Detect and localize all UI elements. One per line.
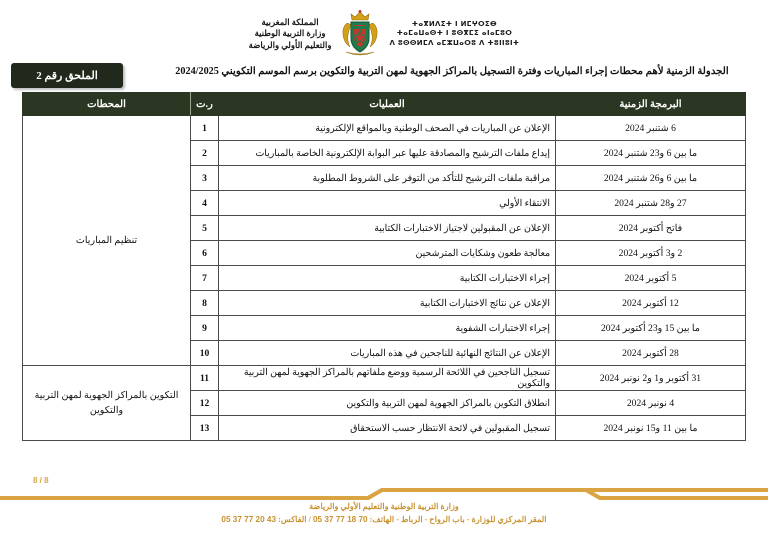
cell-operation: الانتقاء الأولي: [219, 191, 556, 216]
cell-order-number: 4: [191, 191, 219, 216]
letterhead-arabic-line-1: المملكة المغربية: [261, 16, 319, 27]
cell-order-number: 3: [191, 166, 219, 191]
schedule-table-wrapper: [22, 92, 746, 441]
letterhead-arabic-line-2: وزارة التربية الوطنية: [254, 28, 326, 39]
cell-order-number: 9: [191, 316, 219, 341]
cell-schedule-date: 31 أكتوبر و1 و2 نونبر 2024: [556, 366, 746, 391]
letterhead-tifinagh-block: [389, 20, 519, 48]
letterhead: [0, 8, 768, 60]
cell-schedule-date: 2 و3 أكتوبر 2024: [556, 241, 746, 266]
cell-order-number: 8: [191, 291, 219, 316]
column-header-order: ر.ت: [191, 93, 219, 116]
cell-schedule-date: 5 أكتوبر 2024: [556, 266, 746, 291]
cell-operation: الإعلان عن نتائج الاختبارات الكتابية: [219, 291, 556, 316]
page-number: 8 / 8: [33, 476, 49, 485]
table-row: [23, 366, 746, 391]
cell-order-number: 13: [191, 416, 219, 441]
cell-operation: انطلاق التكوين بالمراكز الجهوية لمهن التربية والتكوين: [219, 391, 556, 416]
table-header-row: [23, 93, 746, 116]
cell-schedule-date: ما بين 11 و15 نونبر 2024: [556, 416, 746, 441]
cell-operation: الإعلان عن المقبولين لاجتياز الاختبارات الكتابية: [219, 216, 556, 241]
cell-schedule-date: ما بين 6 و26 شتنبر 2024: [556, 166, 746, 191]
cell-order-number: 5: [191, 216, 219, 241]
title-row: [0, 62, 768, 90]
cell-stage-group: التكوين بالمراكز الجهوية لمهن التربية والتكوين: [23, 366, 191, 441]
cell-operation: الإعلان عن النتائج النهائية للناجحين في هذه المباريات: [219, 341, 556, 366]
cell-order-number: 7: [191, 266, 219, 291]
moroccan-coat-of-arms-icon: [337, 9, 383, 59]
schedule-table-body: [23, 116, 746, 441]
cell-operation: معالجة طعون وشكايات المترشحين: [219, 241, 556, 266]
cell-order-number: 1: [191, 116, 219, 141]
cell-order-number: 10: [191, 341, 219, 366]
cell-schedule-date: فاتح أكتوبر 2024: [556, 216, 746, 241]
cell-operation: إيداع ملفات الترشيح والمصادقة عليها عبر البوابة الإلكترونية الخاصة بالمباريات: [219, 141, 556, 166]
cell-stage-group: تنظيم المباريات: [23, 116, 191, 366]
column-header-operations: العمليات: [219, 93, 556, 116]
cell-operation: مراقبة ملفات الترشيح للتأكد من التوفر على الشروط المطلوبة: [219, 166, 556, 191]
footer-ministry-line: وزارة التربية الوطنية والتعليم الأولي والرياضة: [309, 502, 459, 511]
cell-schedule-date: 6 شتنبر 2024: [556, 116, 746, 141]
column-header-stages: المحطات: [23, 93, 191, 116]
cell-operation: تسجيل الناجحين في اللائحة الرسمية ووضع ملفاتهم بالمراكز الجهوية لمهن التربية والتكوين: [219, 366, 556, 391]
footer-contact-line: [0, 514, 768, 527]
cell-schedule-date: 27 و28 شتنبر 2024: [556, 191, 746, 216]
cell-operation: إجراء الاختبارات الشفوية: [219, 316, 556, 341]
footer-phone-number: 05 37 77 18 70: [312, 514, 368, 524]
cell-order-number: 6: [191, 241, 219, 266]
cell-order-number: 2: [191, 141, 219, 166]
letterhead-tifinagh-line-2: ⵜⴰⵎⴰⵡⴰⵙⵜ ⵏ ⵓⵙⴳⵎⵉ ⴰⵏⴰⵎⵓⵔ: [396, 29, 513, 38]
page-footer: [0, 473, 768, 543]
footer-text-block: [0, 501, 768, 526]
cell-operation: الإعلان عن المباريات في الصحف الوطنية وبالمواقع الإلكترونية: [219, 116, 556, 141]
cell-schedule-date: 28 أكتوبر 2024: [556, 341, 746, 366]
cell-schedule-date: 4 نونبر 2024: [556, 391, 746, 416]
cell-operation: تسجيل المقبولين في لائحة الانتظار حسب الاستحقاق: [219, 416, 556, 441]
page-title: الجدولة الزمنية لأهم محطات إجراء المباريات وفترة التسجيل بالمراكز الجهوية لمهن التربية والتكوين برسم الموسم التكويني 2024/2025: [175, 66, 729, 77]
cell-order-number: 12: [191, 391, 219, 416]
cell-schedule-date: 12 أكتوبر 2024: [556, 291, 746, 316]
cell-operation: إجراء الاختبارات الكتابية: [219, 266, 556, 291]
letterhead-arabic-block: [249, 17, 332, 51]
footer-fax-label: / الفاكس:: [276, 514, 313, 524]
cell-schedule-date: ما بين 6 و23 شتنبر 2024: [556, 141, 746, 166]
table-row: [23, 116, 746, 141]
letterhead-arabic-line-3: والتعليم الأولي والرياضة: [248, 39, 332, 50]
column-header-schedule: البرمجة الزمنية: [556, 93, 746, 116]
annex-number-badge: الملحق رقم 2: [11, 63, 123, 88]
letterhead-tifinagh-line-1: ⵜⴰⴳⵍⴷⵉⵜ ⵏ ⵍⵎⵖⵔⵉⴱ: [411, 19, 497, 28]
cell-schedule-date: ما بين 15 و23 أكتوبر 2024: [556, 316, 746, 341]
letterhead-tifinagh-line-3: ⴷ ⵓⵙⵙⵍⵎⴷ ⴰⵎⵣⵡⴰⵔⵓ ⴷ ⵜⵓⵏⵏⵓⵏⵜ: [389, 38, 520, 47]
cell-order-number: 11: [191, 366, 219, 391]
footer-address-prefix: المقر المركزي للوزارة - باب الرواح - الرباط - الهاتف:: [367, 514, 547, 524]
footer-fax-number: 05 37 77 20 43: [221, 514, 277, 524]
schedule-table: [22, 92, 746, 441]
